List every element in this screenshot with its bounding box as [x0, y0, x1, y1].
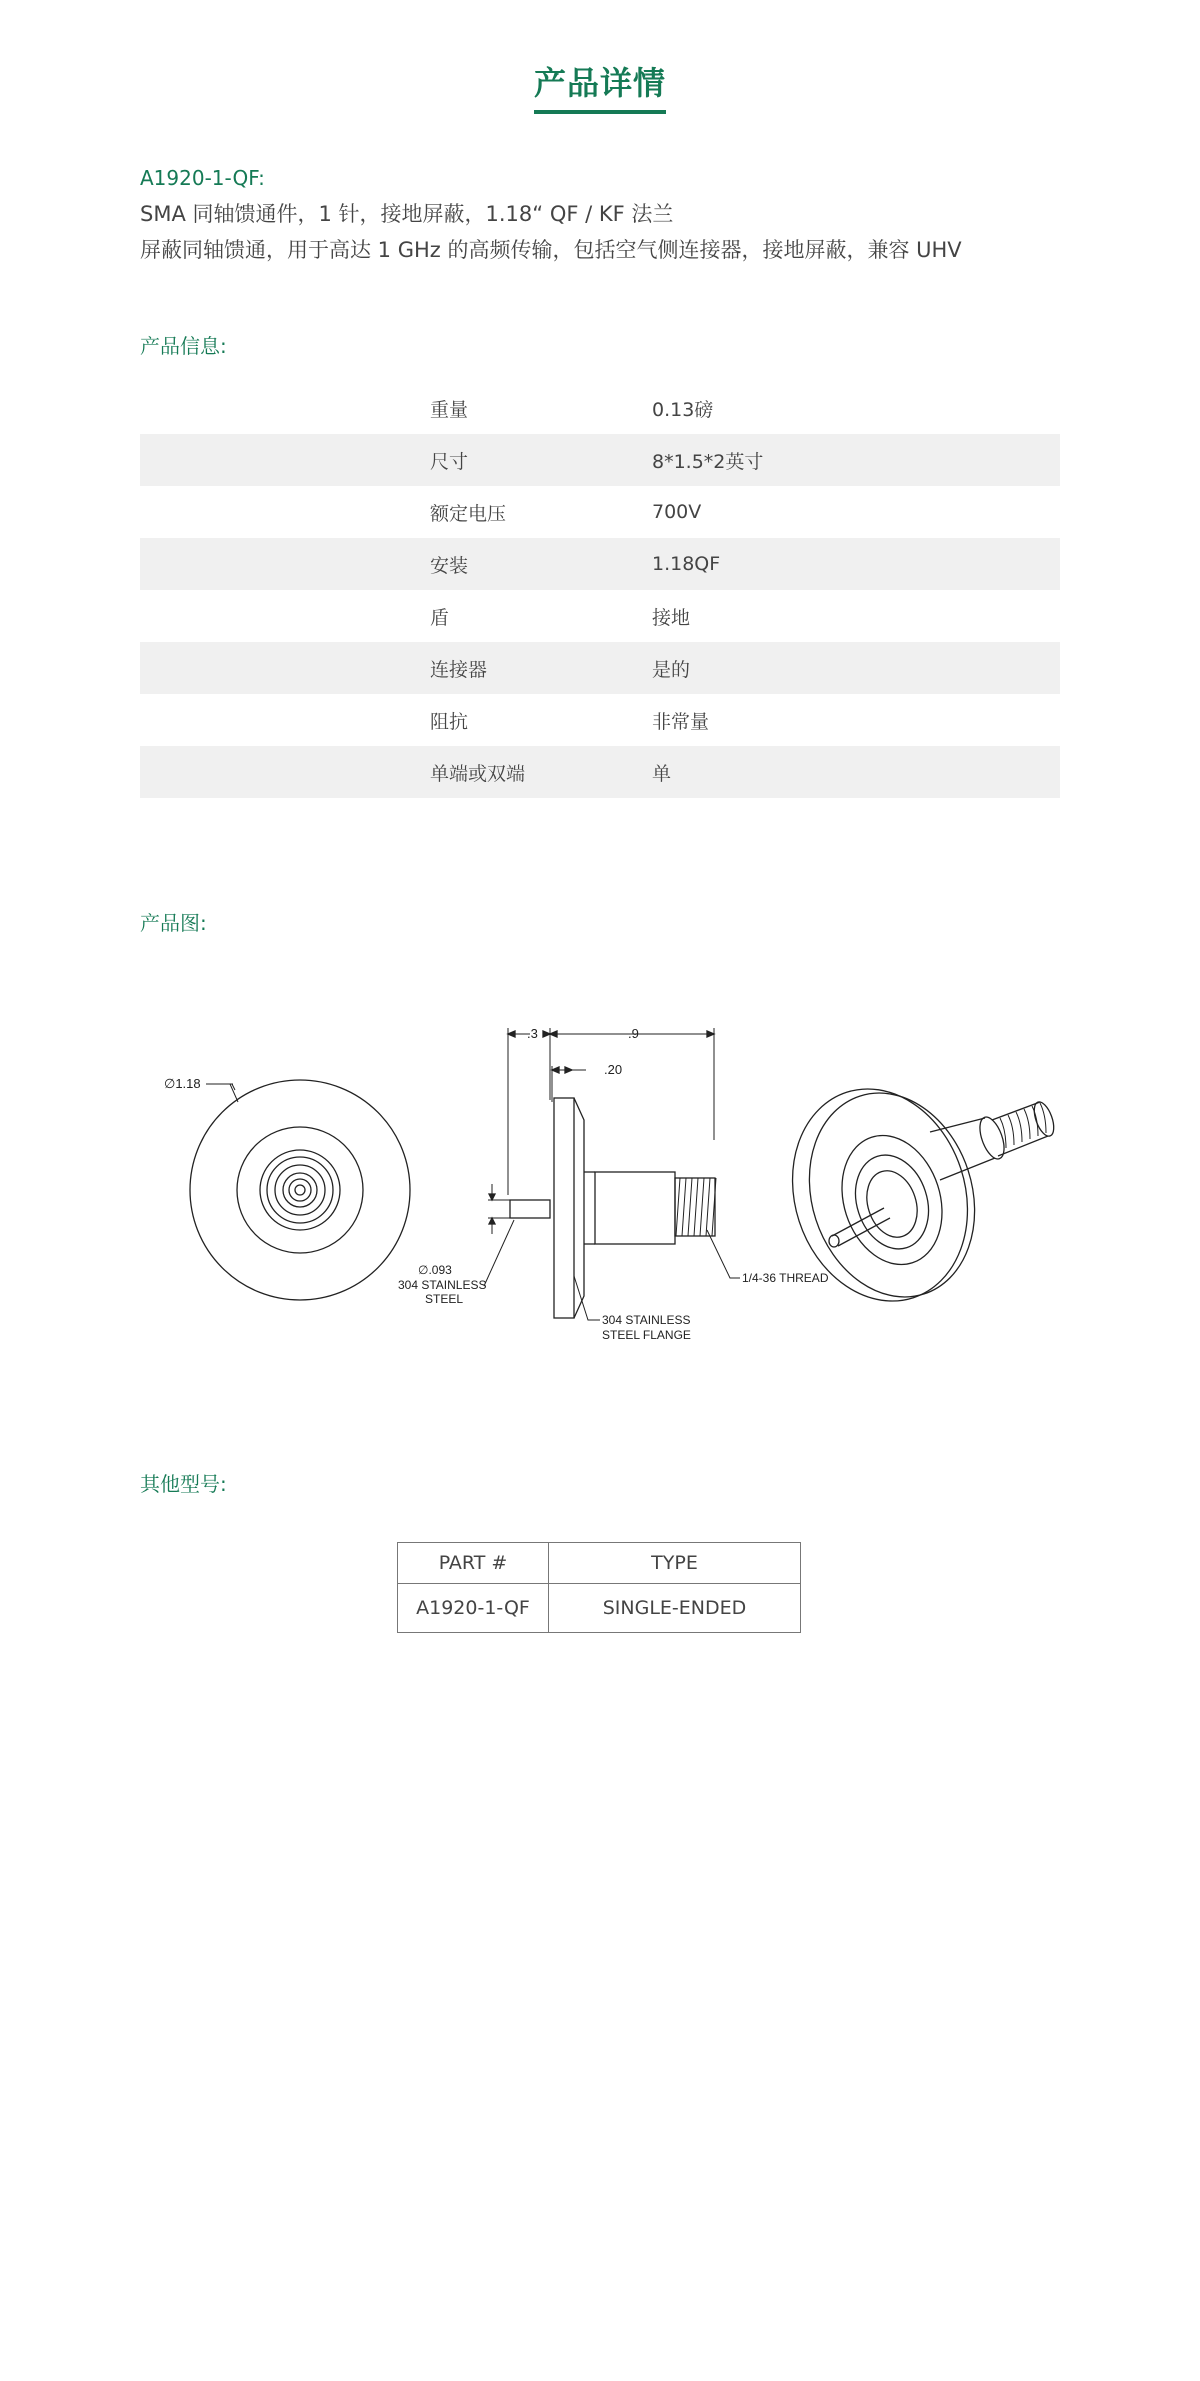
cell-type: SINGLE-ENDED — [549, 1584, 801, 1633]
label-pin-material-2: STEEL — [425, 1292, 464, 1306]
isometric-view — [766, 1066, 1058, 1324]
cell-part-number: A1920-1-QF — [398, 1584, 549, 1633]
column-header-part: PART # — [398, 1543, 549, 1584]
label-flange-material-2: STEEL FLANGE — [602, 1328, 691, 1342]
spec-row — [140, 538, 1060, 590]
intro-line-2: 屏蔽同轴馈通，用于高达 1 GHz 的高频传输，包括空气侧连接器，接地屏蔽，兼容 UHV — [140, 238, 962, 262]
dim-label-9: .9 — [628, 1026, 639, 1041]
label-pin-material-1: 304 STAINLESS — [398, 1278, 487, 1292]
spec-key: 阻抗 — [430, 710, 469, 733]
spec-key: 重量 — [430, 398, 469, 421]
spec-value: 0.13磅 — [652, 398, 714, 421]
intro-line-1: SMA 同轴馈通件，1 针，接地屏蔽，1.18“ QF / KF 法兰 — [140, 202, 674, 226]
spec-key: 安装 — [430, 554, 469, 577]
spec-value: 单 — [652, 762, 672, 785]
spec-row — [140, 486, 1060, 538]
spec-row — [140, 382, 1060, 434]
side-view — [398, 1026, 829, 1342]
spec-value: 700V — [652, 501, 702, 523]
label-flange-material-1: 304 STAINLESS — [602, 1313, 691, 1327]
title-wrapper — [0, 58, 1200, 114]
product-drawing — [140, 990, 1060, 1360]
spec-value: 是的 — [652, 658, 691, 681]
other-models-table — [397, 1542, 801, 1633]
spec-row — [140, 694, 1060, 746]
spec-key: 盾 — [430, 606, 450, 629]
table-header-row — [398, 1543, 801, 1584]
table-row — [398, 1584, 801, 1633]
spec-key: 额定电压 — [430, 502, 507, 525]
spec-value: 非常量 — [652, 710, 710, 733]
spec-key: 连接器 — [430, 658, 488, 681]
spec-table — [140, 382, 1060, 798]
spec-row — [140, 590, 1060, 642]
dim-label-3: .3 — [527, 1026, 538, 1041]
spec-row — [140, 746, 1060, 798]
dim-label-20: .20 — [604, 1062, 623, 1077]
spec-value: 接地 — [652, 606, 691, 629]
product-intro — [140, 160, 1080, 268]
section-label-others: 其他型号: — [140, 1472, 227, 1496]
label-flange-diameter: ∅1.18 — [164, 1076, 201, 1091]
section-label-drawing: 产品图: — [140, 911, 207, 935]
model-number: A1920-1-QF: — [140, 166, 265, 190]
spec-key: 单端或双端 — [430, 762, 526, 785]
label-pin-diameter: ∅.093 — [418, 1263, 452, 1277]
spec-key: 尺寸 — [430, 450, 469, 473]
front-view — [164, 1076, 410, 1300]
page-title: 产品详情 — [534, 58, 666, 114]
label-thread: 1/4-36 THREAD — [742, 1271, 829, 1285]
column-header-type: TYPE — [549, 1543, 801, 1584]
spec-value: 1.18QF — [652, 553, 721, 575]
spec-row — [140, 434, 1060, 486]
spec-value: 8*1.5*2英寸 — [652, 450, 764, 473]
spec-row — [140, 642, 1060, 694]
section-label-info: 产品信息: — [140, 334, 227, 358]
